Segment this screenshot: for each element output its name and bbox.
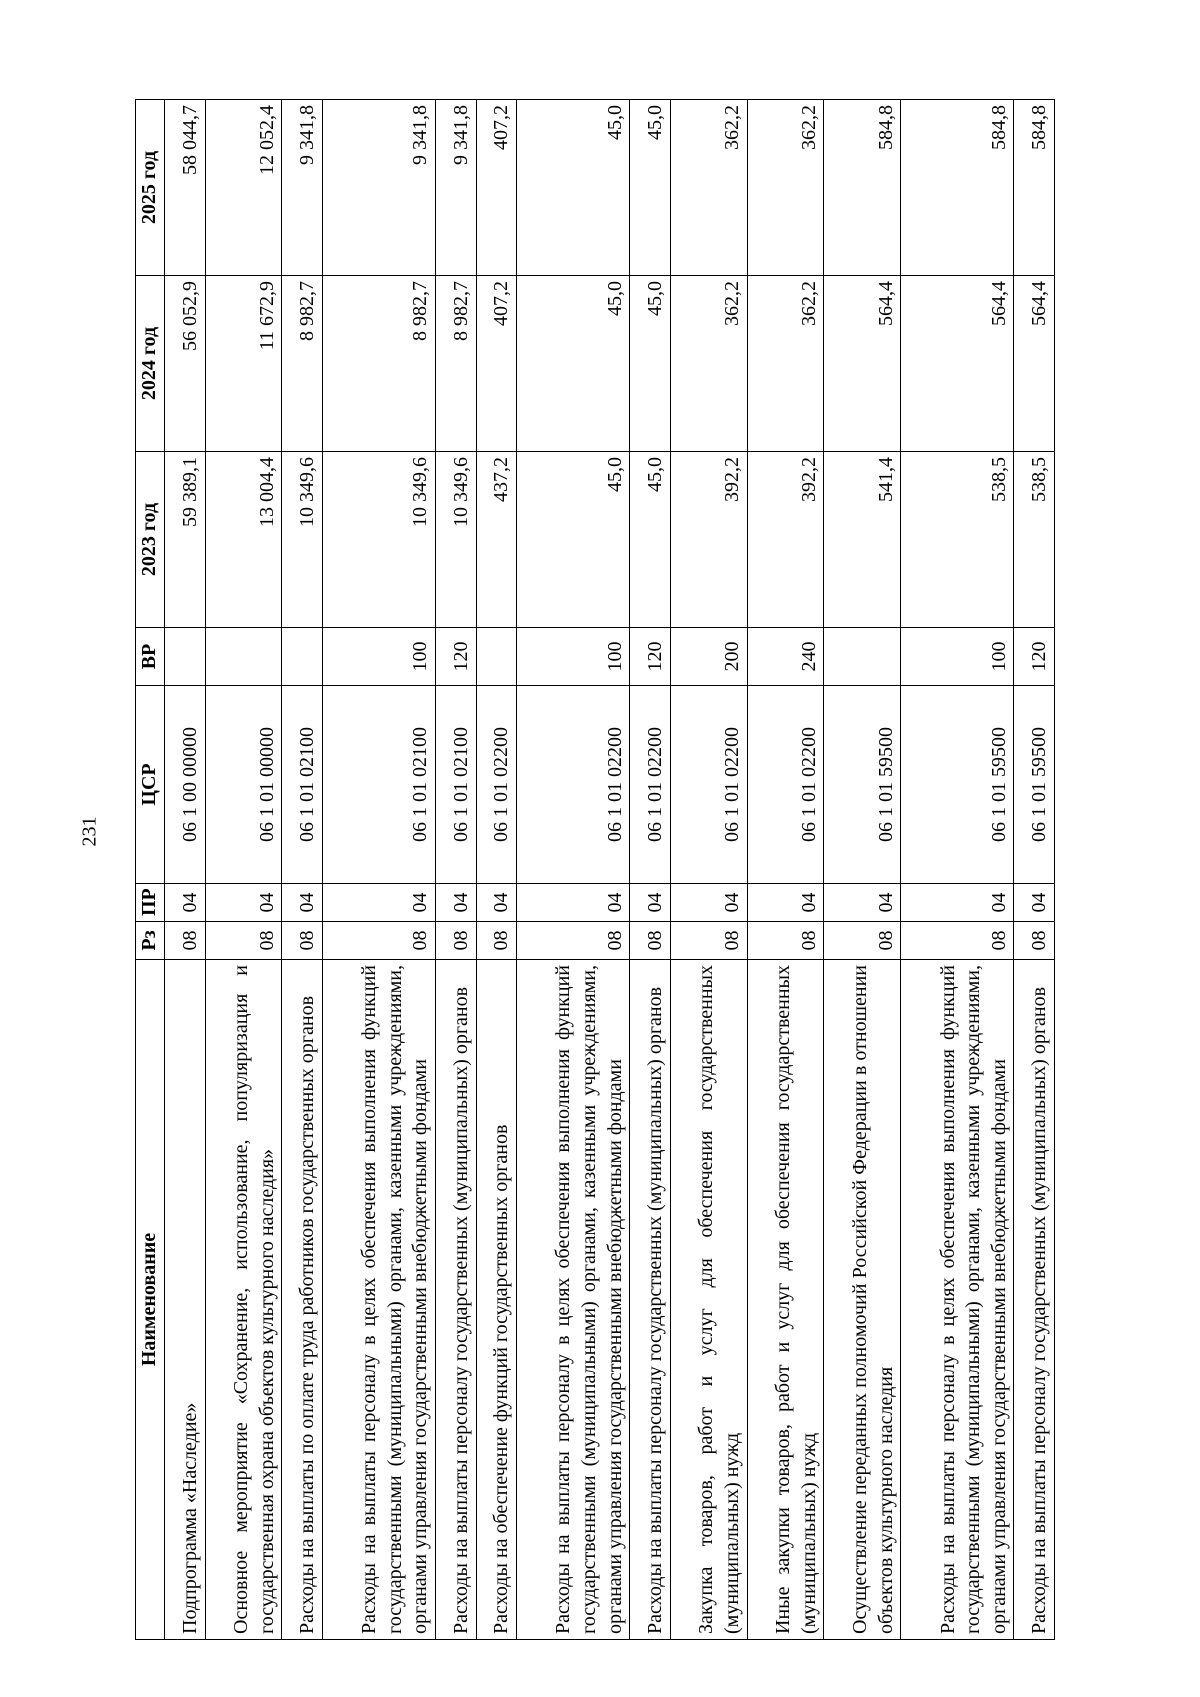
header-pr: ПР xyxy=(136,884,165,922)
table-row xyxy=(476,100,517,1640)
header-csr: ЦСР xyxy=(136,686,165,884)
cell-2023: 13 004,4 xyxy=(205,452,282,628)
budget-table xyxy=(135,99,1055,1640)
cell-name: Расходы на выплаты персоналу государственных (муниципальных) органов xyxy=(436,960,477,1640)
table-row xyxy=(517,100,630,1640)
cell-name: Расходы на выплаты персоналу государственных (муниципальных) органов xyxy=(1014,960,1055,1640)
cell-rz: 08 xyxy=(630,922,671,960)
table-row xyxy=(824,100,901,1640)
cell-2024: 8 982,7 xyxy=(282,276,323,452)
cell-pr: 04 xyxy=(630,884,671,922)
table-row xyxy=(322,100,435,1640)
header-2024: 2024 год xyxy=(136,276,165,452)
cell-2023: 59 389,1 xyxy=(165,452,206,628)
cell-2024: 407,2 xyxy=(476,276,517,452)
cell-rz: 08 xyxy=(901,922,1014,960)
table-row xyxy=(165,100,206,1640)
cell-vr: 120 xyxy=(1014,628,1055,686)
cell-vr: 100 xyxy=(901,628,1014,686)
cell-pr: 04 xyxy=(670,884,747,922)
cell-2025: 9 341,8 xyxy=(322,100,435,276)
cell-2025: 12 052,4 xyxy=(205,100,282,276)
cell-rz: 08 xyxy=(476,922,517,960)
cell-2023: 10 349,6 xyxy=(282,452,323,628)
cell-csr: 06 1 01 02200 xyxy=(476,686,517,884)
cell-rz: 08 xyxy=(747,922,824,960)
cell-2023: 392,2 xyxy=(747,452,824,628)
table-row xyxy=(747,100,824,1640)
cell-2024: 564,4 xyxy=(1014,276,1055,452)
cell-pr: 04 xyxy=(476,884,517,922)
cell-pr: 04 xyxy=(747,884,824,922)
cell-name: Осуществление переданных полномочий Российской Федерации в отношении объектов культурного наследия xyxy=(824,960,901,1640)
cell-2024: 564,4 xyxy=(901,276,1014,452)
table-row xyxy=(205,100,282,1640)
cell-2025: 362,2 xyxy=(747,100,824,276)
cell-vr: 120 xyxy=(630,628,671,686)
table-body xyxy=(165,100,1055,1640)
cell-name: Расходы на обеспечение функций государственных органов xyxy=(476,960,517,1640)
cell-pr: 04 xyxy=(282,884,323,922)
cell-csr: 06 1 01 02200 xyxy=(517,686,630,884)
cell-vr xyxy=(165,628,206,686)
cell-pr: 04 xyxy=(824,884,901,922)
table-row xyxy=(670,100,747,1640)
cell-pr: 04 xyxy=(165,884,206,922)
cell-rz: 08 xyxy=(322,922,435,960)
cell-2023: 437,2 xyxy=(476,452,517,628)
cell-rz: 08 xyxy=(517,922,630,960)
cell-csr: 06 1 01 02200 xyxy=(670,686,747,884)
cell-2023: 538,5 xyxy=(1014,452,1055,628)
cell-rz: 08 xyxy=(824,922,901,960)
cell-name: Расходы на выплаты персоналу в целях обеспечения выполнения функций государственными (муниципальными) органами, казенными учреждениями, органами управления государственными внебюджетными фондами xyxy=(901,960,1014,1640)
cell-vr: 120 xyxy=(436,628,477,686)
cell-2024: 45,0 xyxy=(630,276,671,452)
cell-2024: 8 982,7 xyxy=(436,276,477,452)
cell-rz: 08 xyxy=(1014,922,1055,960)
header-rz: Рз xyxy=(136,922,165,960)
cell-2025: 45,0 xyxy=(630,100,671,276)
cell-csr: 06 1 01 02200 xyxy=(747,686,824,884)
cell-csr: 06 1 01 02100 xyxy=(282,686,323,884)
cell-pr: 04 xyxy=(1014,884,1055,922)
cell-rz: 08 xyxy=(165,922,206,960)
cell-2024: 45,0 xyxy=(517,276,630,452)
cell-name: Иные закупки товаров, работ и услуг для обеспечения государственных (муниципальных) нужд xyxy=(747,960,824,1640)
cell-pr: 04 xyxy=(517,884,630,922)
cell-2023: 45,0 xyxy=(517,452,630,628)
cell-2024: 11 672,9 xyxy=(205,276,282,452)
cell-2025: 58 044,7 xyxy=(165,100,206,276)
table-row xyxy=(901,100,1014,1640)
cell-rz: 08 xyxy=(670,922,747,960)
cell-name: Основное мероприятие «Сохранение, использование, популяризация и государственная охрана объектов культурного наследия» xyxy=(205,960,282,1640)
cell-2025: 584,8 xyxy=(824,100,901,276)
cell-2023: 392,2 xyxy=(670,452,747,628)
cell-name: Расходы на выплаты персоналу государственных (муниципальных) органов xyxy=(630,960,671,1640)
cell-2024: 362,2 xyxy=(747,276,824,452)
table-row xyxy=(630,100,671,1640)
header-vr: ВР xyxy=(136,628,165,686)
cell-pr: 04 xyxy=(901,884,1014,922)
cell-2023: 10 349,6 xyxy=(436,452,477,628)
cell-2025: 9 341,8 xyxy=(436,100,477,276)
cell-2025: 45,0 xyxy=(517,100,630,276)
cell-pr: 04 xyxy=(205,884,282,922)
cell-2024: 56 052,9 xyxy=(165,276,206,452)
cell-csr: 06 1 01 59500 xyxy=(1014,686,1055,884)
cell-2024: 564,4 xyxy=(824,276,901,452)
table-row xyxy=(1014,100,1055,1640)
cell-rz: 08 xyxy=(282,922,323,960)
cell-csr: 06 1 01 02100 xyxy=(436,686,477,884)
cell-2025: 407,2 xyxy=(476,100,517,276)
cell-2025: 9 341,8 xyxy=(282,100,323,276)
cell-rz: 08 xyxy=(436,922,477,960)
cell-name: Расходы на выплаты персоналу в целях обеспечения выполнения функций государственными (муниципальными) органами, казенными учреждениями, органами управления государственными внебюджетными фондами xyxy=(517,960,630,1640)
budget-table-container xyxy=(135,100,1055,1640)
cell-vr xyxy=(282,628,323,686)
cell-name: Подпрограмма «Наследие» xyxy=(165,960,206,1640)
cell-2025: 584,8 xyxy=(901,100,1014,276)
cell-csr: 06 1 00 00000 xyxy=(165,686,206,884)
table-row xyxy=(282,100,323,1640)
table-header-row xyxy=(136,100,165,1640)
cell-csr: 06 1 01 59500 xyxy=(824,686,901,884)
cell-2023: 10 349,6 xyxy=(322,452,435,628)
cell-vr: 200 xyxy=(670,628,747,686)
header-2023: 2023 год xyxy=(136,452,165,628)
cell-2023: 541,4 xyxy=(824,452,901,628)
cell-2025: 584,8 xyxy=(1014,100,1055,276)
header-2025: 2025 год xyxy=(136,100,165,276)
table-row xyxy=(436,100,477,1640)
cell-vr xyxy=(476,628,517,686)
cell-vr: 100 xyxy=(517,628,630,686)
cell-csr: 06 1 01 59500 xyxy=(901,686,1014,884)
cell-csr: 06 1 01 00000 xyxy=(205,686,282,884)
cell-rz: 08 xyxy=(205,922,282,960)
cell-csr: 06 1 01 02100 xyxy=(322,686,435,884)
cell-vr xyxy=(824,628,901,686)
cell-2023: 45,0 xyxy=(630,452,671,628)
cell-csr: 06 1 01 02200 xyxy=(630,686,671,884)
cell-name: Закупка товаров, работ и услуг для обеспечения государственных (муниципальных) нужд xyxy=(670,960,747,1640)
page-number: 231 xyxy=(78,816,101,847)
cell-pr: 04 xyxy=(322,884,435,922)
cell-2025: 362,2 xyxy=(670,100,747,276)
cell-2024: 362,2 xyxy=(670,276,747,452)
cell-2024: 8 982,7 xyxy=(322,276,435,452)
cell-name: Расходы на выплаты по оплате труда работников государственных органов xyxy=(282,960,323,1640)
cell-pr: 04 xyxy=(436,884,477,922)
cell-vr: 100 xyxy=(322,628,435,686)
cell-vr: 240 xyxy=(747,628,824,686)
cell-name: Расходы на выплаты персоналу в целях обеспечения выполнения функций государственными (муниципальными) органами, казенными учреждениями, органами управления государственными внебюджетными фондами xyxy=(322,960,435,1640)
header-name: Наименование xyxy=(136,960,165,1640)
cell-vr xyxy=(205,628,282,686)
cell-2023: 538,5 xyxy=(901,452,1014,628)
